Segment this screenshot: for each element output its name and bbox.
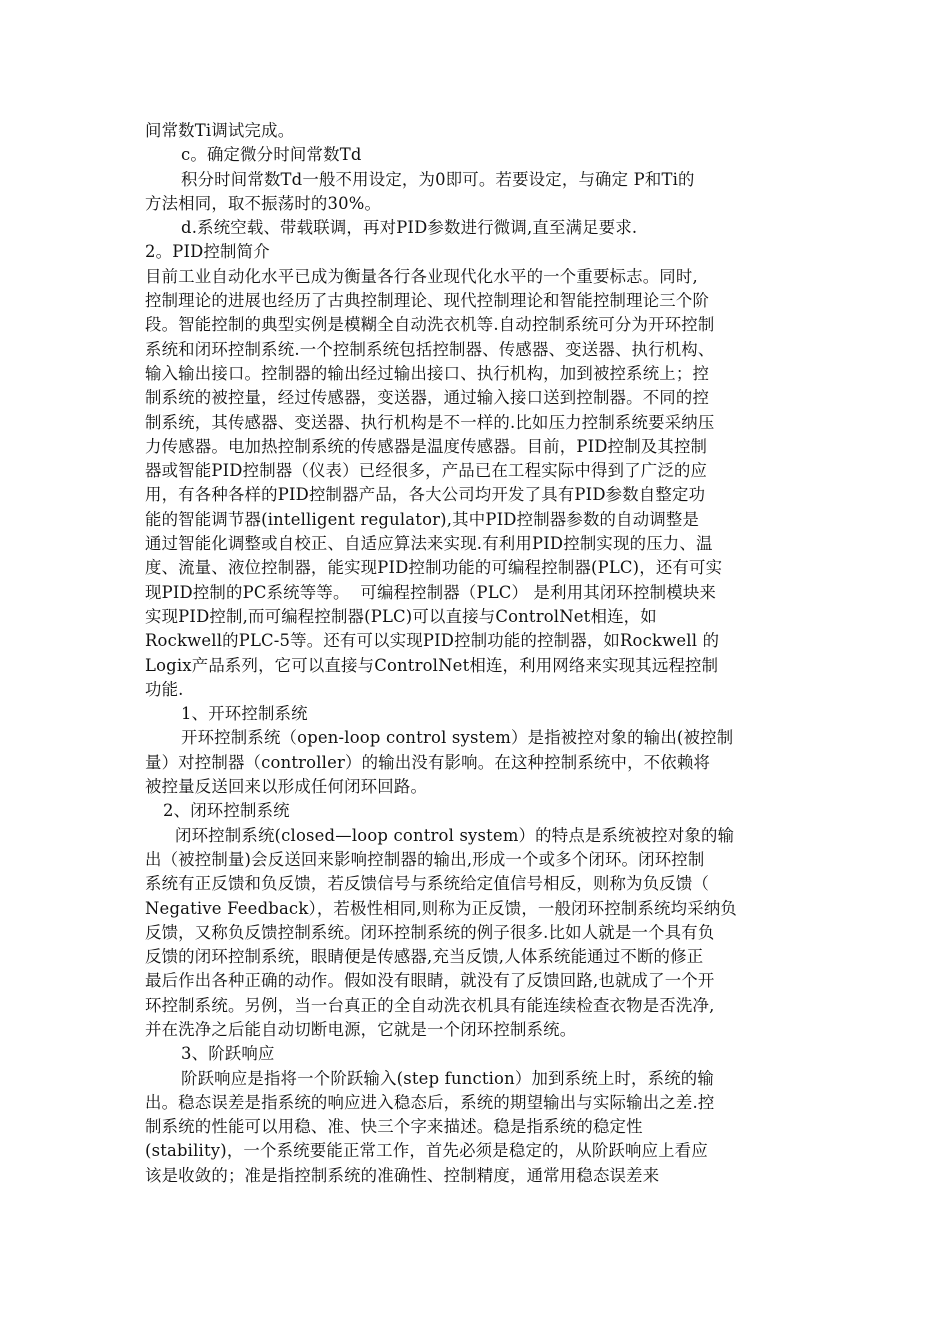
document-page <box>145 119 810 1188</box>
text-line: 能的智能调节器(intelligent regulator),其中PID控制器参数的自动调整是 <box>145 509 700 529</box>
text-line: 段。智能控制的典型实例是模糊全自动洗衣机等.自动控制系统可分为开环控制 <box>145 315 715 335</box>
text-line: Rockwell的PLC-5等。还有可以实现PID控制功能的控制器，如Rockwell 的 <box>145 631 720 651</box>
text-line: 方法相同，取不振荡时的30%。 <box>145 193 382 213</box>
text-line: 并在洗净之后能自动切断电源，它就是一个闭环控制系统。 <box>145 1019 577 1039</box>
text-line: 2。PID控制简介 <box>145 242 270 262</box>
text-line: 通过智能化调整或自校正、自适应算法来实现.有利用PID控制实现的压力、温 <box>145 534 713 554</box>
text-line: 闭环控制系统(closed—loop control system）的特点是系统被控对象的输 <box>175 825 735 845</box>
text-line: 系统有正反馈和负反馈，若反馈信号与系统给定值信号相反，则称为负反馈（ <box>145 874 710 894</box>
text-line: 系统和闭环控制系统.一个控制系统包括控制器、传感器、变送器、执行机构、 <box>145 339 715 359</box>
text-line: 最后作出各种正确的动作。假如没有眼睛，就没有了反馈回路,也就成了一个开 <box>145 971 715 991</box>
text-line: 力传感器。电加热控制系统的传感器是温度传感器。目前，PID控制及其控制 <box>145 436 708 456</box>
text-line: 该是收敛的；准是指控制系统的准确性、控制精度，通常用稳态误差来 <box>145 1165 660 1185</box>
text-line: 1、开环控制系统 <box>181 704 308 724</box>
text-line: d.系统空载、带载联调，再对PID参数进行微调,直至满足要求. <box>181 218 638 238</box>
text-line: 功能. <box>145 679 184 699</box>
text-line: 输入输出接口。控制器的输出经过输出接口、执行机构，加到被控系统上；控 <box>145 363 710 383</box>
text-line: 2、闭环控制系统 <box>163 801 290 821</box>
text-line: 出。稳态误差是指系统的响应进入稳态后，系统的期望输出与实际输出之差.控 <box>145 1092 715 1112</box>
text-line: 出（被控制量)会反送回来影响控制器的输出,形成一个或多个闭环。闭环控制 <box>145 849 705 869</box>
text-line: 制系统，其传感器、变送器、执行机构是不一样的.比如压力控制系统要采纳压 <box>145 412 715 432</box>
text-line: 现PID控制的PC系统等等。 可编程控制器（PLC） 是利用其闭环控制模块来 <box>145 582 717 602</box>
text-line: 目前工业自动化水平已成为衡量各行各业现代化水平的一个重要标志。同时, <box>145 266 698 286</box>
text-line: 控制理论的进展也经历了古典控制理论、现代控制理论和智能控制理论三个阶 <box>145 291 710 311</box>
text-line: 阶跃响应是指将一个阶跃输入(step function）加到系统上时，系统的输 <box>181 1068 714 1088</box>
text-line: 实现PID控制,而可编程控制器(PLC)可以直接与ControlNet相连，如 <box>145 606 657 626</box>
text-line: (stability)，一个系统要能正常工作，首先必须是稳定的，从阶跃响应上看应 <box>145 1141 708 1161</box>
text-line: 反馈，又称负反馈控制系统。闭环控制系统的例子很多.比如人就是一个具有负 <box>145 922 715 942</box>
text-line: 间常数Ti调试完成。 <box>145 121 295 140</box>
text-line: 反馈的闭环控制系统，眼睛便是传感器,充当反馈,人体系统能通过不断的修正 <box>145 947 704 967</box>
text-line: 环控制系统。另例，当一台真正的全自动洗衣机具有能连续检查衣物是否洗净, <box>145 995 715 1015</box>
text-line: 用，有各种各样的PID控制器产品，各大公司均开发了具有PID参数自整定功 <box>145 485 706 505</box>
text-line: 被控量反送回来以形成任何闭环回路。 <box>145 777 428 797</box>
text-line: 量）对控制器（controller）的输出没有影响。在这种控制系统中，不依赖将 <box>145 752 711 772</box>
text-line: Logix产品系列，它可以直接与ControlNet相连，利用网络来实现其远程控制 <box>145 655 719 675</box>
text-line: 积分时间常数Td一般不用设定，为0即可。若要设定，与确定 P和Ti的 <box>181 169 695 189</box>
text-line: 制系统的被控量，经过传感器，变送器，通过输入接口送到控制器。不同的控 <box>145 388 710 408</box>
text-line: c。确定微分时间常数Td <box>181 145 362 165</box>
text-line: 制系统的性能可以用稳、准、快三个字来描述。稳是指系统的稳定性 <box>145 1117 643 1137</box>
text-line: 度、流量、液位控制器，能实现PID控制功能的可编程控制器(PLC)，还有可实 <box>145 558 723 578</box>
text-line: Negative Feedback），若极性相同,则称为正反馈，一般闭环控制系统均采纳负 <box>145 898 738 918</box>
text-line: 开环控制系统（open-loop control system）是指被控对象的输出(被控制 <box>181 728 734 748</box>
text-line: 3、阶跃响应 <box>181 1044 275 1064</box>
text-line: 器或智能PID控制器（仪表）已经很多，产品已在工程实际中得到了广泛的应 <box>145 461 708 481</box>
